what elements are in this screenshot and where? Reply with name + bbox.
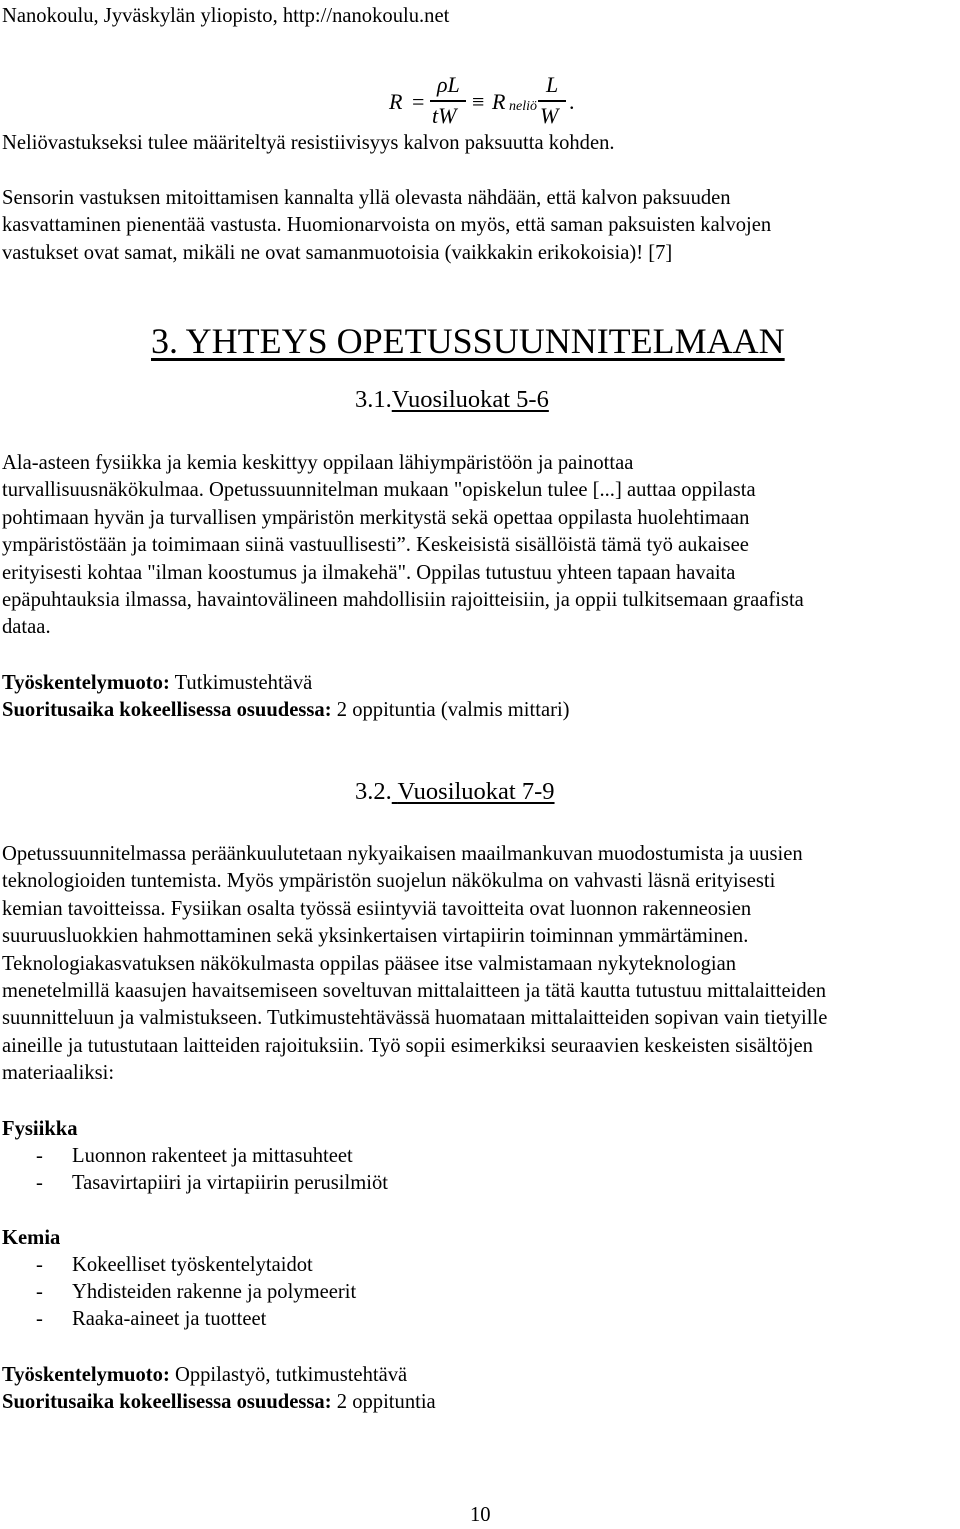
paragraph-line: suunnitteluun ja valmistukseen. Tutkimustehtävässä huomataan mittalaitteiden sopivan vain tietyille bbox=[2, 1007, 828, 1030]
page-number: 10 bbox=[470, 1504, 491, 1526]
duration-value: 2 oppituntia (valmis mittari) bbox=[331, 699, 570, 722]
subsection-title: Vuosiluokat 7-9 bbox=[397, 778, 555, 805]
formula-period: . bbox=[569, 89, 575, 114]
formula-denominator-2: W bbox=[540, 103, 559, 128]
section-heading: 3. YHTEYS OPETUSSUUNNITELMAAN bbox=[151, 321, 785, 361]
work-mode-value: Tutkimustehtävä bbox=[169, 672, 313, 694]
paragraph-line: Teknologiakasvatuksen näkökulmasta oppilas pääsee itse valmistamaan nykyteknologian bbox=[2, 952, 737, 975]
work-mode-value: Oppilastyö, tutkimustehtävä bbox=[169, 1364, 408, 1386]
paragraph-line: aineille ja tutustutaan laitteiden rajoituksiin. Työ sopii esimerkiksi seuraavien keskeisten sisältöjen bbox=[2, 1034, 813, 1057]
formula-fraction-bar-2 bbox=[538, 100, 566, 102]
formula-numerator-2: L bbox=[546, 72, 559, 97]
subsection-title: Vuosiluokat 5-6 bbox=[391, 386, 549, 413]
work-mode-label: Työskentelymuoto: bbox=[2, 1364, 170, 1386]
subsection-31-paragraph bbox=[2, 450, 960, 642]
page-header: Nanokoulu, Jyväskylän yliopisto, http://nanokoulu.net bbox=[2, 5, 450, 27]
paragraph-line: Ala-asteen fysiikka ja kemia keskittyy oppilaan lähiympäristöön ja painottaa bbox=[2, 452, 634, 474]
formula-numerator-1: ρL bbox=[437, 72, 460, 97]
paragraph-line: vastukset ovat samat, mikäli ne ovat samanmuotoisia (vaikkakin erikokoisia)! [7] bbox=[2, 241, 673, 264]
paragraph-line: teknologioiden tuntemista. Myös ympäristön suojelun näkökulma on vahvasti läsnä erityisesti bbox=[2, 870, 776, 893]
intro-line: Neliövastukseksi tulee määriteltyä resistiivisyys kalvon paksuutta kohden. bbox=[2, 132, 615, 154]
duration-value: 2 oppituntia bbox=[331, 1391, 436, 1414]
paragraph-line: suuruusluokkien hahmottaminen sekä yksinkertaisen virtapiirin toiminnan ymmärtäminen. bbox=[2, 925, 749, 948]
paragraph-line: materiaaliksi: bbox=[2, 1062, 115, 1085]
paragraph-line: menetelmillä kaasujen havaitsemiseen soveltuvan mittalaitteen ja tätä kautta tutustuu mittalaitteiden bbox=[2, 980, 827, 1003]
formula-fraction-bar-1 bbox=[430, 100, 466, 102]
paragraph-line: dataa. bbox=[2, 616, 51, 639]
subsection-number: 3.2. bbox=[355, 778, 392, 805]
formula-equals: = bbox=[412, 89, 425, 114]
formula-lhs: R bbox=[389, 89, 403, 114]
subsection-heading-32 bbox=[355, 778, 555, 806]
paragraph-line: erityisesti kohtaa "ilman koostumus ja ilmakehä". Oppilas tutustuu yhteen tapaan havaita bbox=[2, 561, 736, 584]
paragraph-line: Sensorin vastuksen mitoittamisen kannalta yllä olevasta nähdään, että kalvon paksuuden bbox=[2, 187, 731, 209]
list-item: - Raaka-aineet ja tuotteet bbox=[36, 1308, 267, 1330]
work-mode-label: Työskentelymuoto: bbox=[2, 672, 170, 694]
list-item: - Kokeelliset työskentelytaidot bbox=[36, 1254, 313, 1276]
subsection-heading-31 bbox=[355, 386, 549, 414]
formula-r-subscript: neliö bbox=[509, 99, 537, 114]
subsection-31-meta bbox=[2, 670, 960, 725]
paragraph-line: kasvattaminen pienentää vastusta. Huomionarvoista on myös, että saman paksuisten kalvojen bbox=[2, 214, 772, 237]
formula-denominator-1: tW bbox=[432, 103, 457, 128]
paragraph-line: turvallisuusnäkökulmaa. Opetussuunnitelman mukaan "opiskelun tulee [...] auttaa oppilasta bbox=[2, 479, 756, 502]
list-item: - Luonnon rakenteet ja mittasuhteet bbox=[36, 1145, 353, 1167]
subsection-32-paragraph bbox=[2, 841, 960, 1088]
formula-equiv: ≡ bbox=[472, 89, 485, 114]
paragraph-line: ympäristöstään ja toimimaan siinä vastuullisesti”. Keskeisistä sisällöistä tämä työ aukaisee bbox=[2, 534, 749, 557]
kemia-heading: Kemia bbox=[2, 1227, 61, 1249]
duration-label: Suoritusaika kokeellisessa osuudessa: bbox=[2, 699, 332, 722]
paragraph-line: kemian tavoitteissa. Fysiikan osalta työssä esiintyviä tavoitteita ovat luonnon rakenneosien bbox=[2, 897, 752, 920]
intro-paragraph bbox=[2, 185, 960, 267]
paragraph-line: epäpuhtauksia ilmassa, havaintovälineen mahdollisiin rajoitteisiin, ja oppii tulkitsemaan graafista bbox=[2, 589, 804, 612]
list-item: - Tasavirtapiiri ja virtapiirin perusilmiöt bbox=[36, 1172, 388, 1194]
fysiikka-heading: Fysiikka bbox=[2, 1118, 78, 1140]
paragraph-line: Opetussuunnitelmassa peräänkuulutetaan nykyaikaisen maailmankuvan muodostumista ja uusien bbox=[2, 843, 803, 865]
subsection-number: 3.1. bbox=[355, 386, 392, 413]
duration-label: Suoritusaika kokeellisessa osuudessa: bbox=[2, 1391, 332, 1414]
subsection-32-meta bbox=[2, 1362, 960, 1417]
formula-r-symbol: R bbox=[492, 89, 506, 114]
paragraph-line: pohtimaan hyvän ja turvallisen ympäristön merkitystä sekä opettaa oppilasta huolehtimaan bbox=[2, 506, 750, 529]
list-item: - Yhdisteiden rakenne ja polymeerit bbox=[36, 1281, 357, 1303]
